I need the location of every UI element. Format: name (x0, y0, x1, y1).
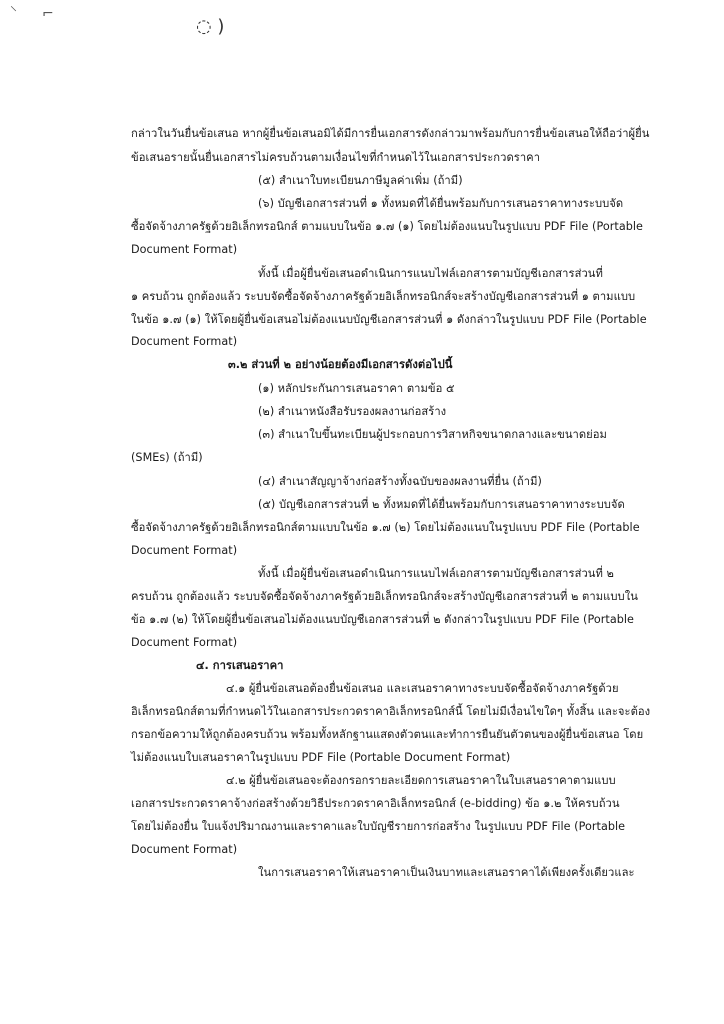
paragraph-line: อิเล็กทรอนิกส์ตามที่กำหนดไว้ในเอกสารประกวดราคาอิเล็กทรอนิกส์นี้ โดยไม่มีเงื่อนไขใดๆ ทั้งสิ้น และจะต้อง (131, 705, 651, 718)
list-item: (๕) สำเนาใบทะเบียนภาษีมูลค่าเพิ่ม (ถ้ามี) (258, 174, 463, 187)
list-item: (๔) สำเนาสัญญาจ้างก่อสร้างทั้งฉบับของผลงานที่ยื่น (ถ้ามี) (258, 475, 542, 488)
paragraph-line: ทั้งนี้ เมื่อผู้ยื่นข้อเสนอดำเนินการแนบไฟล์เอกสารตามบัญชีเอกสารส่วนที่ (258, 267, 603, 280)
list-item: (๑) หลักประกันการเสนอราคา ตามข้อ ๕ (258, 382, 455, 395)
paragraph-line: Document Format) (131, 243, 238, 256)
paragraph-line: ในข้อ ๑.๗ (๑) ให้โดยผู้ยื่นข้อเสนอไม่ต้องแนบบัญชีเอกสารส่วนที่ ๑ ดังกล่าวในรูปแบบ PDF File (Portable (131, 313, 647, 326)
list-item: (๖) บัญชีเอกสารส่วนที่ ๑ ทั้งหมดที่ได้ยื่นพร้อมกับการเสนอราคาทางระบบจัด (258, 197, 624, 210)
list-item: (๒) สำเนาหนังสือรับรองผลงานก่อสร้าง (258, 405, 447, 418)
paragraph-line: ในการเสนอราคาให้เสนอราคาเป็นเงินบาทและเสนอราคาได้เพียงครั้งเดียวและ (258, 866, 635, 879)
list-item: (๕) บัญชีเอกสารส่วนที่ ๒ ทั้งหมดที่ได้ยื่นพร้อมกับการเสนอราคาทางระบบจัด (258, 498, 625, 511)
scan-artifact-mark: ⌐ (42, 6, 54, 22)
paragraph-line: ๑ ครบถ้วน ถูกต้องแล้ว ระบบจัดซื้อจัดจ้างภาครัฐด้วยอิเล็กทรอนิกส์จะสร้างบัญชีเอกสารส่วนที่ ๑ ตามแบบ (131, 290, 636, 303)
paragraph-line: ข้อ ๑.๗ (๒) ให้โดยผู้ยื่นข้อเสนอไม่ต้องแนบบัญชีเอกสารส่วนที่ ๒ ดังกล่าวในรูปแบบ PDF File (Portable (131, 613, 634, 626)
paragraph-line: โดยไม่ต้องยื่น ใบแจ้งปริมาณงานและราคาและใบบัญชีรายการก่อสร้าง ในรูปแบบ PDF File (Portable (131, 820, 626, 833)
page-number-mark: ◌ ) (196, 16, 225, 37)
section-heading: ๓.๒ ส่วนที่ ๒ อย่างน้อยต้องมีเอกสารดังต่อไปนี้ (228, 358, 453, 371)
paragraph-line: ซื้อจัดจ้างภาครัฐด้วยอิเล็กทรอนิกส์ ตามแบบในข้อ ๑.๗ (๑) โดยไม่ต้องแนบในรูปแบบ PDF File (Portable (131, 220, 643, 233)
paragraph-line: ซื้อจัดจ้างภาครัฐด้วยอิเล็กทรอนิกส์ตามแบบในข้อ ๑.๗ (๒) โดยไม่ต้องแนบในรูปแบบ PDF File (Portable (131, 521, 640, 534)
paragraph-line: Document Format) (131, 544, 238, 557)
paragraph-line: ครบถ้วน ถูกต้องแล้ว ระบบจัดซื้อจัดจ้างภาครัฐด้วยอิเล็กทรอนิกส์จะสร้างบัญชีเอกสารส่วนที่ ๒ ตามแบบใน (131, 590, 638, 603)
paragraph-line: Document Format) (131, 843, 238, 856)
paragraph-line: (SMEs) (ถ้ามี) (131, 451, 203, 464)
paragraph-line: กรอกข้อความให้ถูกต้องครบถ้วน พร้อมทั้งหลักฐานแสดงตัวตนและทำการยืนยันตัวตนของผู้ยื่นข้อเสนอ โดย (131, 728, 644, 741)
paragraph-line: กล่าวในวันยื่นข้อเสนอ หากผู้ยื่นข้อเสนอมิได้มีการยื่นเอกสารดังกล่าวมาพร้อมกับการยื่นข้อเสนอให้ถือว่าผู้ยื่น (131, 127, 650, 140)
scan-artifact-mark: ⸌ (10, 4, 17, 20)
paragraph-line: ข้อเสนอรายนั้นยื่นเอกสารไม่ครบถ้วนตามเงื่อนไขที่กำหนดไว้ในเอกสารประกวดราคา (131, 151, 541, 164)
paragraph-line: Document Format) (131, 636, 238, 649)
paragraph-line: เอกสารประกวดราคาจ้างก่อสร้างด้วยวิธีประกวดราคาอิเล็กทรอนิกส์ (e-bidding) ข้อ ๑.๒ ให้ครบถ้วน (131, 797, 620, 810)
paragraph-line: ๔.๒ ผู้ยื่นข้อเสนอจะต้องกรอกรายละเอียดการเสนอราคาในใบเสนอราคาตามแบบ (226, 774, 616, 787)
paragraph-line: ไม่ต้องแนบใบเสนอราคาในรูปแบบ PDF File (Portable Document Format) (131, 751, 511, 764)
paragraph-line: ๔.๑ ผู้ยื่นข้อเสนอต้องยื่นข้อเสนอ และเสนอราคาทางระบบจัดซื้อจัดจ้างภาครัฐด้วย (226, 682, 619, 695)
section-heading: ๔. การเสนอราคา (196, 659, 284, 672)
paragraph-line: Document Format) (131, 335, 238, 348)
list-item: (๓) สำเนาใบขึ้นทะเบียนผู้ประกอบการวิสาหกิจขนาดกลางและขนาดย่อม (258, 428, 607, 441)
paragraph-line: ทั้งนี้ เมื่อผู้ยื่นข้อเสนอดำเนินการแนบไฟล์เอกสารตามบัญชีเอกสารส่วนที่ ๒ (258, 567, 614, 580)
